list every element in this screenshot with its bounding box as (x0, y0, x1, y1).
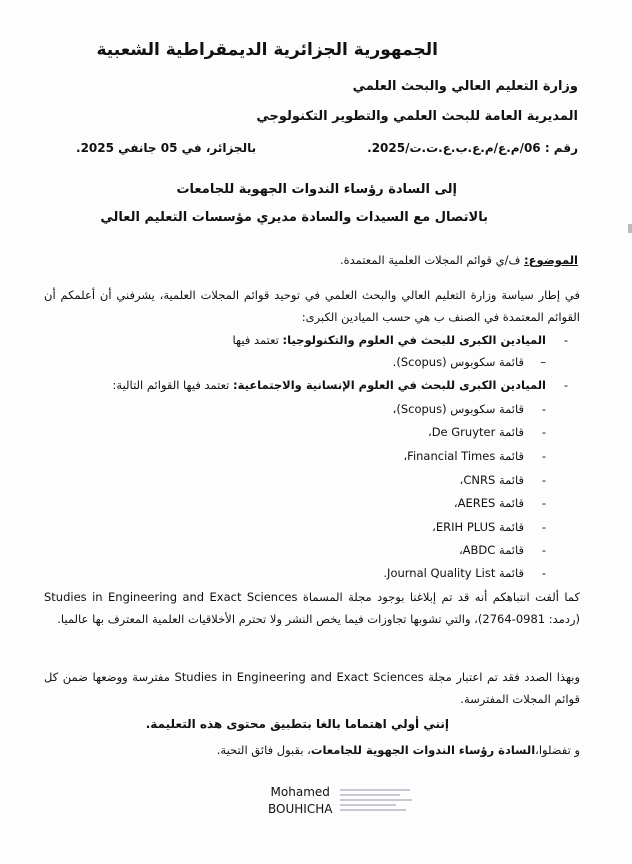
closing-line: و تفضلوا،السادة رؤساء الندوات الجهوية للجامعات، بقبول فائق التحية. (216, 743, 580, 757)
journal-list-item: -قائمة Journal Quality List. (383, 566, 546, 580)
bullet-dash: - (563, 378, 568, 392)
interest-statement: إنني أولي اهتماما بالغا بتطبيق محتوى هذه التعليمة. (145, 717, 449, 731)
domain-title: الميادين الكبرى للبحث في العلوم والتكنولوجيا: (282, 333, 546, 347)
journal-list-item: -قائمة سكوبوس (Scopus)، (392, 402, 546, 416)
domain-item (233, 333, 568, 347)
domain-suffix: تعتمد فيها القوائم التالية: (112, 378, 234, 392)
domain-item (113, 378, 568, 392)
attention-paragraph: كما ألفت انتباهكم أنه قد تم إبلاغنا بوجود مجلة المسماة Studies in Engineering and Exact Sciences (ردمد: 0981-2764)، والتي تشوبها تجاوزات فيما يخص النشر ولا تحترم الأخلاقيات العلمية المعترف بها عالميا. (44, 590, 580, 626)
domain-title: الميادين الكبرى للبحث في العلوم الإنسانية والاجتماعية: (233, 378, 546, 392)
journal-list-item: -قائمة Financial Times، (403, 449, 546, 463)
republic-title: الجمهورية الجزائرية الديمقراطية الشعبية (96, 40, 438, 60)
electronic-signature-stamp (340, 786, 416, 820)
subject-label: الموضوع: (524, 253, 578, 267)
page-edge-mark (628, 224, 632, 233)
ministry-name: وزارة التعليم العالي والبحث العلمي (352, 79, 578, 94)
directorate-name: المديرية العامة للبحث العلمي والتطوير التكنولوجي (256, 109, 578, 124)
signatory-last-name: BOUHICHA (268, 802, 333, 816)
decision-paragraph: وبهذا الصدد فقد تم اعتبار مجلة Studies in Engineering and Exact Sciences مفترسة ووضعها ضمن كل قوائم المجلات المفترسة. (44, 670, 581, 706)
subject-line (340, 253, 578, 267)
bullet-dash: - (563, 333, 568, 347)
place-date: بالجزائر، في 05 جانفي 2025. (76, 141, 257, 155)
addressee-line-2: بالاتصال مع السيدات والسادة مديري مؤسسات التعليم العالي (100, 210, 488, 225)
bullet-dash: – (540, 355, 546, 369)
domain-suffix: تعتمد فيها (232, 333, 283, 347)
journal-list-item: -قائمة AERES، (453, 496, 546, 510)
journal-list-item: -قائمة ABDC، (458, 543, 546, 557)
intro-paragraph: في إطار سياسة وزارة التعليم العالي والبحث العلمي في توحيد قوائم المجلات العلمية، يشرفني أن أعلمكم أن القوائم المعتمدة في الصنف ب هي حسب الميادين الكبرى: (44, 288, 580, 324)
reference-number: رقم : 06/م.ع/م.ع.ب.ع.ت.ت/2025. (367, 141, 578, 155)
journal-list-item: -قائمة CNRS، (459, 473, 546, 487)
addressee-line-1: إلى السادة رؤساء الندوات الجهوية للجامعات (176, 182, 457, 197)
journal-list-item: -قائمة ERIH PLUS، (432, 520, 546, 534)
journal-list-item: -قائمة De Gruyter، (427, 425, 546, 439)
journal-list-item: –قائمة سكوبوس (Scopus). (392, 355, 546, 369)
signatory-first-name: Mohamed (270, 785, 330, 799)
signatory-name (268, 784, 332, 818)
subject-text: ف/ي قوائم المجلات العلمية المعتمدة. (339, 253, 525, 267)
